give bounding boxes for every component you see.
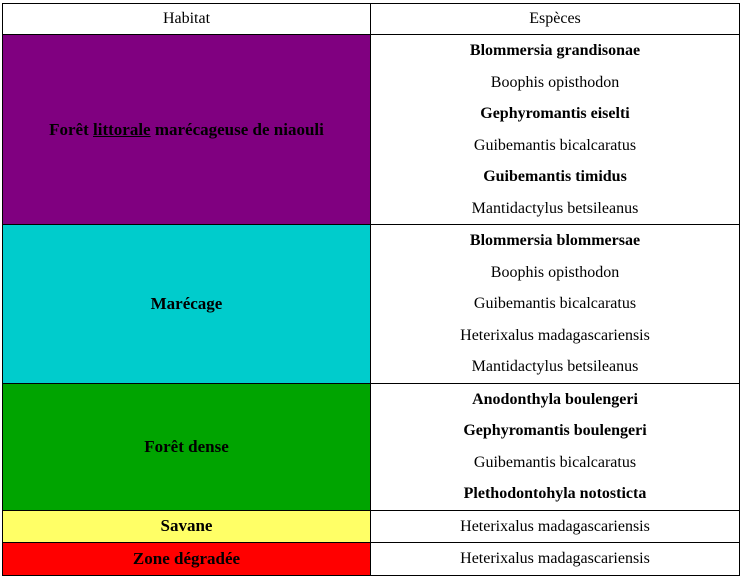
species-cell xyxy=(371,225,740,384)
species-name: Guibemantis timidus xyxy=(483,168,627,185)
habitat-column-header: Habitat xyxy=(3,4,371,35)
species-name: Anodonthyla boulengeri xyxy=(472,390,638,408)
habitat-cell-zone-degradee: Zone dégradée xyxy=(3,543,371,576)
species-cell xyxy=(371,35,740,225)
species-name: Plethodontohyla notosticta xyxy=(463,485,647,502)
habitat-cell-savane: Savane xyxy=(3,510,371,543)
habitat-cell-foret-littorale xyxy=(3,35,371,225)
species-name: Boophis opisthodon xyxy=(490,73,620,91)
species-cell xyxy=(371,543,740,576)
species-name: Mantidactylus betsileanus xyxy=(471,199,639,217)
species-name: Gephyromantis boulengeri xyxy=(463,422,647,439)
habitat-label-part: Forêt xyxy=(49,119,93,139)
species-name: Heterixalus madagascariensis xyxy=(460,326,650,344)
species-name: Mantidactylus betsileanus xyxy=(471,358,639,375)
species-name: Gephyromantis eiselti xyxy=(480,105,630,122)
table-row xyxy=(3,383,740,510)
habitat-cell-foret-dense: Forêt dense xyxy=(3,383,371,510)
species-name: Blommersia grandisonae xyxy=(469,42,641,59)
habitat-label-part: marécageuse de niaouli xyxy=(150,119,324,139)
table-row xyxy=(3,543,740,576)
table-row xyxy=(3,35,740,225)
species-cell xyxy=(371,510,740,543)
table-row xyxy=(3,510,740,543)
species-name: Blommersia blommersae xyxy=(469,232,641,249)
habitat-cell-marecage: Marécage xyxy=(3,225,371,384)
species-name: Guibemantis bicalcaratus xyxy=(473,136,637,154)
table-header-row xyxy=(3,4,740,35)
species-name: Guibemantis bicalcaratus xyxy=(473,295,637,312)
especes-column-header: Espèces xyxy=(371,4,740,35)
table-row xyxy=(3,225,740,384)
species-name: Guibemantis bicalcaratus xyxy=(473,453,637,471)
habitat-species-table xyxy=(2,3,740,576)
species-name: Heterixalus madagascariensis xyxy=(460,550,650,567)
species-name: Boophis opisthodon xyxy=(490,263,620,281)
habitat-label-part-underlined: littorale xyxy=(93,119,151,139)
species-name: Heterixalus madagascariensis xyxy=(460,517,650,535)
species-cell xyxy=(371,383,740,510)
